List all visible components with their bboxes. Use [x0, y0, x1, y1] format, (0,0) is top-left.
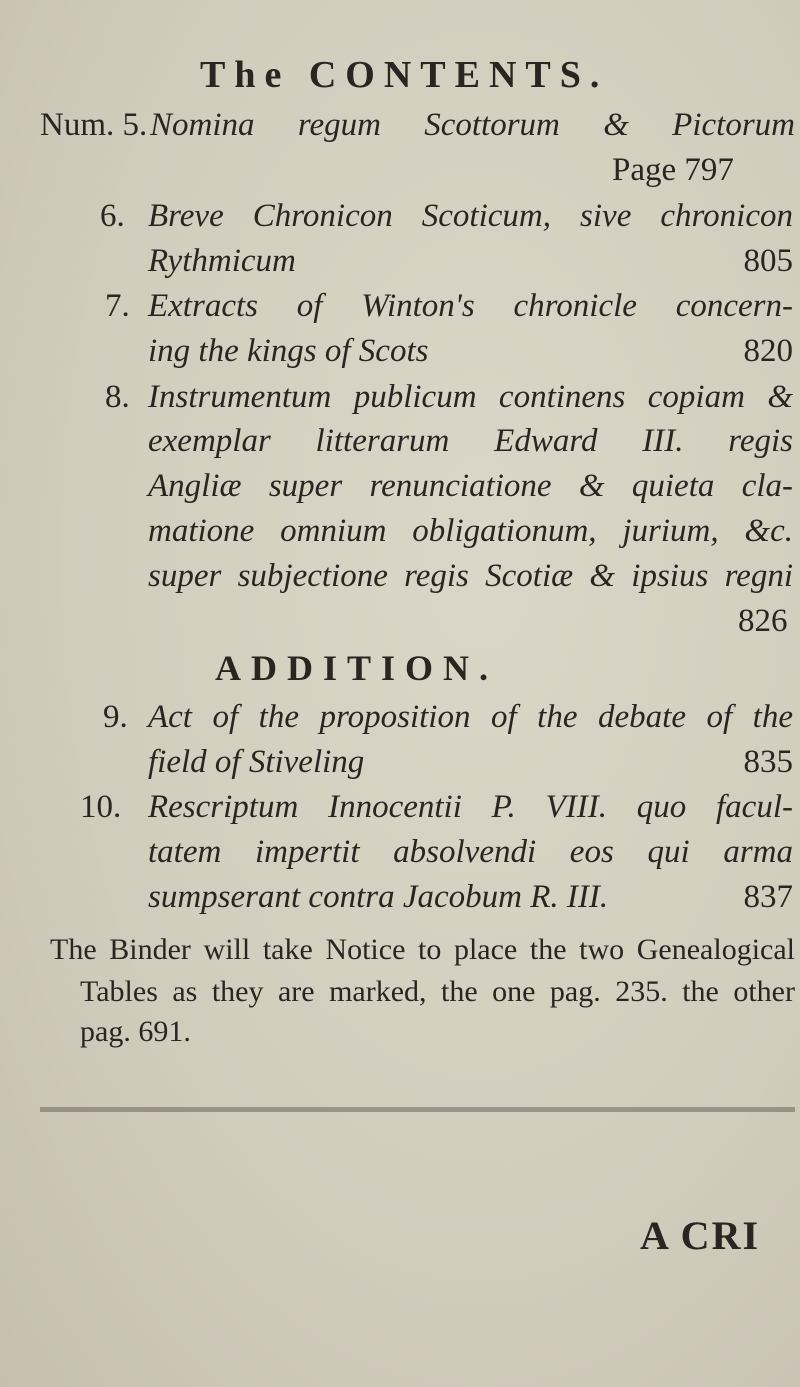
binder-note-line2: Tables as they are marked, the one pag. 235. the other [80, 975, 795, 1008]
entry-10-number: 10. [80, 789, 122, 825]
entry-5-page: Page 797 [612, 152, 734, 188]
entry-8-line2: exemplar litterarum Edward III. regis [148, 423, 793, 459]
entry-7-number: 7. [105, 288, 130, 324]
entry-5-number: Num. 5. [40, 107, 148, 143]
binder-note-line3: pag. 691. [80, 1015, 191, 1048]
entry-8-line3: Angliæ super renunciatione & quieta cla- [148, 468, 793, 504]
entry-9-number: 9. [103, 699, 128, 735]
entry-6-number: 6. [100, 198, 125, 234]
catchword: A CRI [640, 1213, 761, 1258]
entry-10-line2: tatem impertit absolvendi eos qui arma [148, 834, 793, 870]
entry-8-line1: Instrumentum publicum continens copiam & [148, 379, 793, 415]
divider-rule [40, 1107, 795, 1112]
entry-7-text: Extracts of Winton's chronicle concern- [148, 288, 793, 324]
entry-6-line2: Rythmicum 805 [148, 243, 793, 279]
entry-10-line1: Rescriptum Innocentii P. VIII. quo facul- [148, 789, 793, 825]
page-header: The CONTENTS. [200, 54, 609, 96]
entry-6-text: Breve Chronicon Scoticum, sive chronicon [148, 198, 793, 234]
entry-9-text: Act of the proposition of the debate of the [148, 699, 793, 735]
binder-note-line1: The Binder will take Notice to place the two Genealogical [50, 933, 795, 966]
section-heading: ADDITION. [215, 648, 499, 688]
entry-5-text: Nomina regum Scottorum & Pictorum [150, 107, 795, 143]
entry-8-number: 8. [105, 379, 130, 415]
entry-8-line4: matione omnium obligationum, jurium, &c. [148, 513, 793, 549]
entry-7-line2: ing the kings of Scots 820 [148, 333, 793, 369]
entry-10-line3: sumpserant contra Jacobum R. III. 837 [148, 879, 793, 915]
entry-9-line2: field of Stiveling 835 [148, 744, 793, 780]
entry-8-page: 826 [738, 603, 788, 639]
entry-8-line5: super subjectione regis Scotiæ & ipsius regni [148, 558, 793, 594]
